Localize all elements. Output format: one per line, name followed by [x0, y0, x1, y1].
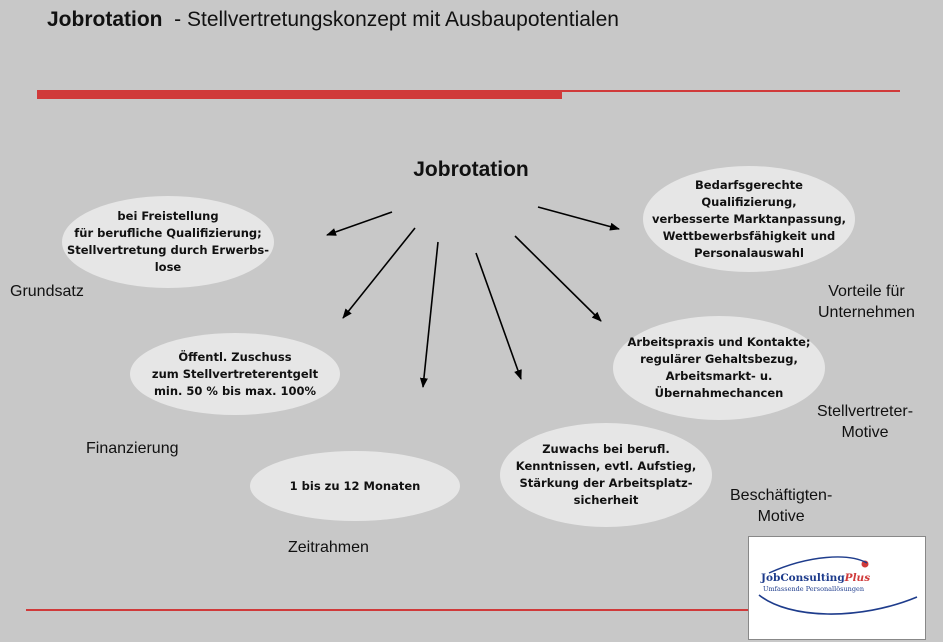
text-line: Beschäftigten-: [730, 487, 833, 504]
node-praxis-text: [628, 334, 811, 402]
title-rest: - Stellvertretungskonzept mit Ausbaupotentialen: [162, 8, 619, 31]
arrow-zuwachs: [476, 253, 521, 379]
node-monate-text: [290, 478, 421, 495]
text-line: Zuwachs bei berufl.: [542, 442, 670, 456]
arrow-bedarf: [538, 207, 619, 229]
text-line: zum Stellvertreterentgelt: [151, 366, 319, 381]
text-line: Arbeitspraxis und Kontakte;: [627, 335, 811, 349]
node-bedarf-text: [652, 177, 846, 262]
text-line: für berufliche Qualifizierung;: [74, 226, 262, 240]
text-line: Stellvertreter-: [817, 403, 914, 420]
text-line: Stellvertretung durch Erwerbs-: [66, 243, 270, 257]
text-line: bei Freistellung: [117, 209, 219, 223]
text-line: Arbeitsmarkt- u.: [665, 369, 773, 383]
text-line: min. 50 % bis max. 100%: [153, 383, 317, 398]
text-line: verbesserte Marktanpassung,: [651, 211, 847, 226]
text-line: Zeitrahmen: [288, 539, 369, 556]
node-zuwachs: [500, 423, 712, 527]
node-freistellung: [62, 196, 274, 288]
text-line: Grundsatz: [10, 283, 84, 300]
arrow-praxis: [515, 236, 601, 321]
logo-name: [761, 572, 870, 584]
node-monate: [250, 451, 460, 521]
node-zuschuss-text: [152, 349, 318, 400]
text-line: Motive: [757, 508, 805, 525]
logo-name-plus: Plus: [844, 572, 871, 584]
title-bold: Jobrotation: [47, 8, 163, 31]
text-line: Motive: [841, 424, 889, 441]
text-line: Stärkung der Arbeitsplatz-: [519, 476, 693, 490]
node-praxis: [613, 316, 825, 420]
company-logo: [748, 536, 926, 640]
text-line: Kenntnissen, evtl. Aufstieg,: [515, 459, 697, 473]
text-line: Wettbewerbsfähigkeit und: [662, 228, 836, 243]
text-line: Öffentl. Zuschuss: [178, 349, 292, 364]
node-freistellung-text: [67, 208, 269, 276]
node-bedarf: [643, 166, 855, 272]
text-line: Finanzierung: [86, 440, 179, 457]
label-finanzierung: [86, 438, 179, 459]
text-line: Bedarfsgerechte: [695, 177, 803, 192]
arrow-monate: [423, 242, 438, 387]
text-line: 1 bis zu 12 Monaten: [289, 478, 421, 493]
text-line: regulärer Gehaltsbezug,: [640, 352, 798, 366]
text-line: sicherheit: [573, 493, 639, 507]
node-zuwachs-text: [516, 441, 696, 509]
text-line: Qualifizierung,: [701, 194, 797, 209]
text-line: Vorteile für: [828, 283, 905, 300]
text-line: lose: [154, 260, 182, 274]
node-zuschuss: [130, 333, 340, 415]
logo-subtitle: Umfassende Personallösungen: [763, 585, 865, 593]
label-stellvertreter: [817, 401, 913, 443]
text-line: Personalauswahl: [694, 245, 804, 260]
logo-name-main: JobConsulting: [761, 572, 845, 584]
text-line: Übernahmechancen: [654, 386, 784, 400]
bottom-divider: [26, 609, 750, 611]
text-line: Unternehmen: [818, 304, 915, 321]
arrow-zuschuss: [343, 228, 415, 318]
center-title: Jobrotation: [413, 158, 529, 181]
label-zeitrahmen: [288, 537, 369, 558]
label-beschaeftigten: [730, 485, 832, 527]
arrow-freistellung: [327, 212, 392, 235]
label-vorteile: [818, 281, 915, 323]
label-grundsatz: [10, 281, 84, 302]
